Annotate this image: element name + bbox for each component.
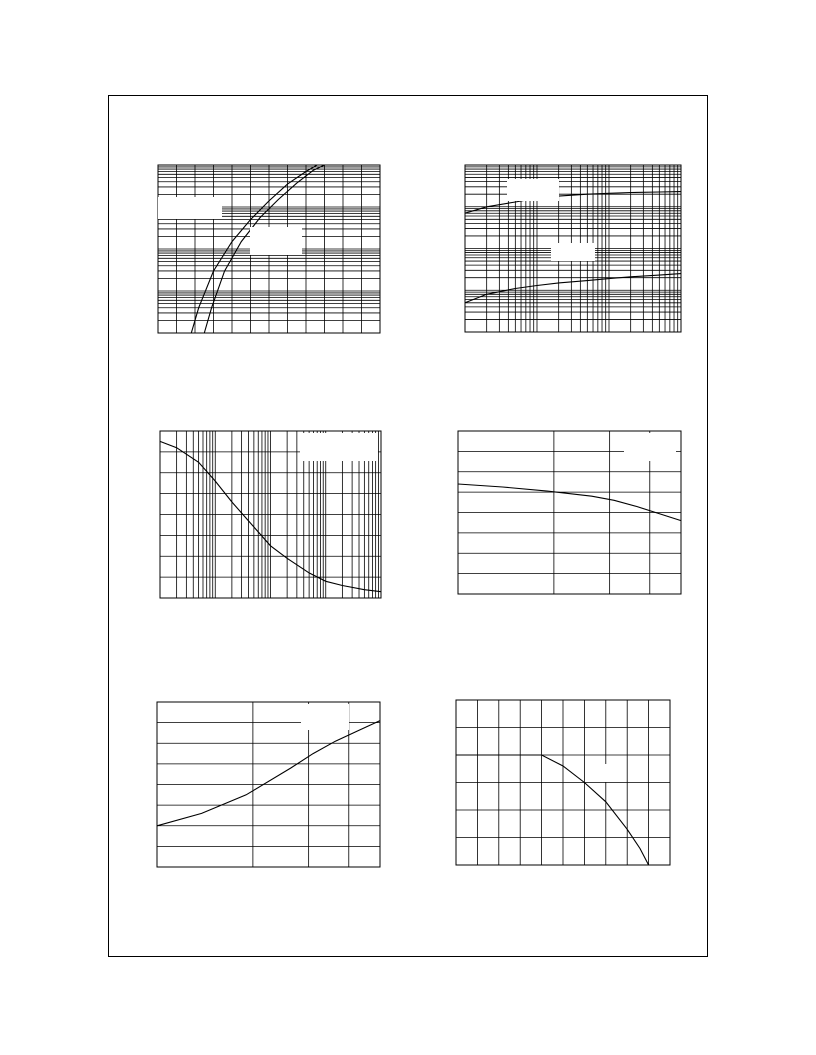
chart-2-log-log-plot <box>465 165 681 332</box>
chart-1-transfer-characteristics <box>158 165 380 333</box>
legend-box-1 <box>594 764 616 782</box>
grid-lines <box>456 700 670 865</box>
chart-4-linear-plot <box>458 431 681 594</box>
chart-5-linear-plot <box>157 702 380 867</box>
chart-6-derating-plot <box>456 700 670 865</box>
legend-box-1 <box>158 197 222 219</box>
series-line-1 <box>465 192 681 214</box>
legend-box-2 <box>250 227 302 255</box>
legend-box-1 <box>624 433 676 461</box>
series-line-1 <box>458 484 681 521</box>
legend-box-1 <box>300 433 378 461</box>
legend-box-1 <box>301 704 349 730</box>
chart-3-semilog-plot <box>160 431 381 598</box>
legend-box-1 <box>507 179 559 201</box>
legend-box-2 <box>551 243 595 261</box>
series-line-1 <box>157 721 380 826</box>
